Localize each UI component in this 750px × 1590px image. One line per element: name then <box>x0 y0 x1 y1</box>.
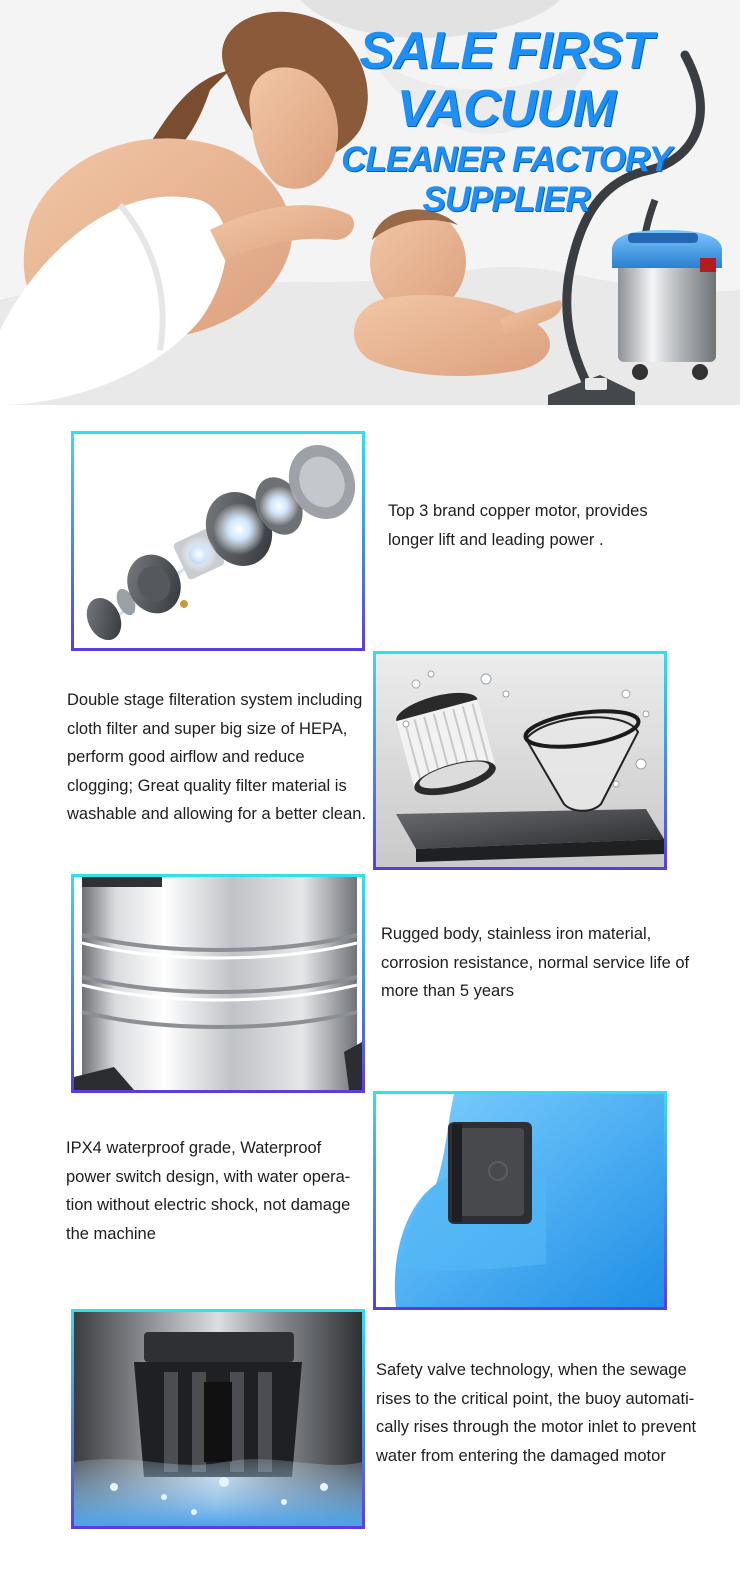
feature-valve-text: Safety valve technology, when the sewage rises to the critical point, the buoy automati-cally rises through the motor inlet to prevent water from entering the damaged motor <box>376 1361 697 1465</box>
hero-title-line2: CLEANER FACTORY SUPPLIER <box>341 140 671 219</box>
feature-motor-text: Top 3 brand copper motor, provides longer lift and leading power . <box>388 502 648 549</box>
valve-image-frame <box>71 1309 365 1529</box>
body-image-frame <box>71 874 365 1093</box>
hero-title <box>296 22 716 220</box>
feature-body-text: Rugged body, stainless iron material, corrosion resistance, normal service life of more than 5 years <box>381 925 690 1000</box>
motor-image-frame <box>71 431 365 651</box>
waterproof-switch-image <box>376 1094 664 1307</box>
hepa-filter-image <box>376 654 664 867</box>
stainless-tank-image <box>74 877 362 1090</box>
switch-image-frame <box>373 1091 667 1310</box>
feature-filter-text: Double stage filteration system including cloth filter and super big size of HEPA, perform good airflow and reduce clogging; Great quality filter material is washable and allowing for a better clean. <box>67 691 367 823</box>
filter-image-frame <box>373 651 667 870</box>
safety-valve-image <box>74 1312 362 1526</box>
hero-banner <box>0 0 740 405</box>
hero-title-line1: SALE FIRST VACUUM <box>359 22 653 138</box>
motor-exploded-view-image <box>74 434 362 648</box>
feature-waterproof-text: IPX4 waterproof grade, Waterproof power switch design, with water opera-tion without electric shock, not damage the machine <box>66 1139 351 1243</box>
